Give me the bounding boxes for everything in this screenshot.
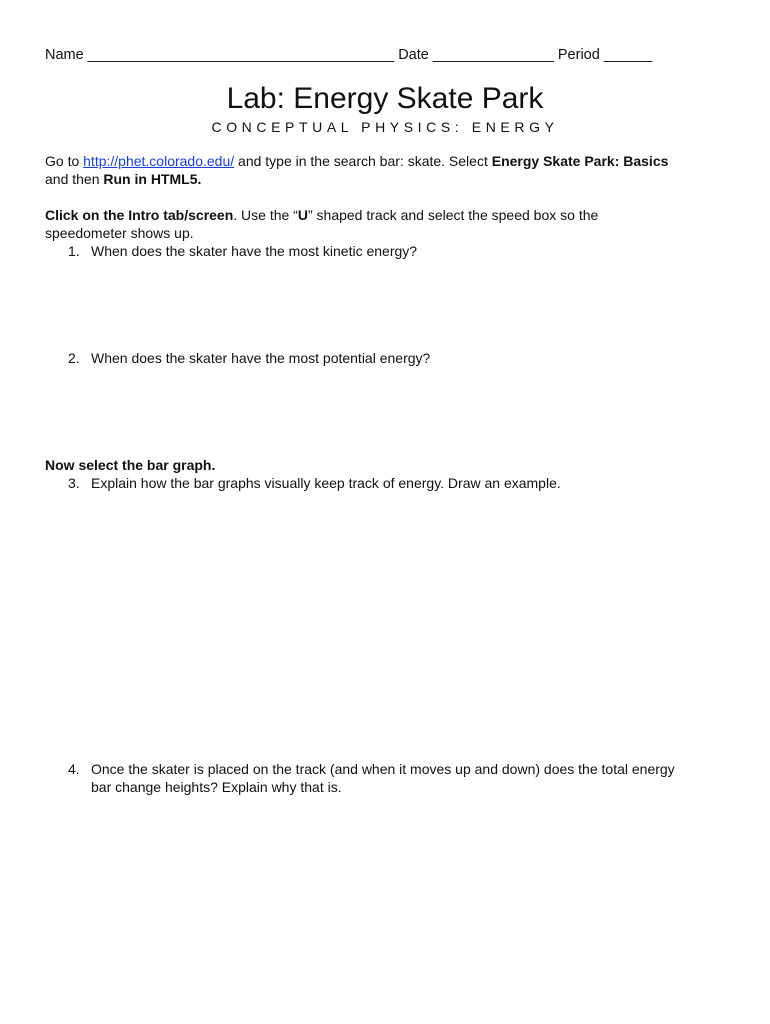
student-info-header <box>45 46 652 64</box>
question-4-text-continued: bar change heights? Explain why that is. <box>91 779 342 795</box>
date-blank[interactable]: _______________ <box>432 47 554 63</box>
name-blank[interactable]: ______________________________________ <box>87 47 395 63</box>
page-title: Lab: Energy Skate Park <box>226 82 544 115</box>
period-label: Period <box>557 47 600 63</box>
question-number: 1. <box>68 243 80 259</box>
section1-line-1 <box>45 206 598 224</box>
section1-text: . Use the “ <box>233 207 298 223</box>
question-4-text: Once the skater is placed on the track (and when it moves up and down) does the total energy <box>91 761 675 777</box>
section1-text: speedometer shows up. <box>45 225 194 241</box>
question-2-text: When does the skater have the most potential energy? <box>91 350 431 366</box>
intro-bold-sim-name: Energy Skate Park: Basics <box>491 153 669 169</box>
question-3-text: Explain how the bar graphs visually keep track of energy. Draw an example. <box>91 475 561 491</box>
section1-heading: Click on the Intro tab/screen <box>45 207 234 223</box>
phet-link[interactable]: http://phet.colorado.edu/ <box>83 153 235 169</box>
period-blank[interactable]: ______ <box>603 47 653 63</box>
section1-line-2 <box>45 224 194 242</box>
intro-bold-run: Run in HTML5. <box>103 171 202 187</box>
intro-text: and type in the search bar: skate. Select <box>234 153 492 169</box>
section1-bold-u: U <box>297 207 308 223</box>
intro-text: and then <box>45 171 104 187</box>
section2-heading: Now select the bar graph. <box>45 457 216 473</box>
intro-text: Go to <box>45 153 84 169</box>
date-label: Date <box>398 47 429 63</box>
question-number: 2. <box>68 350 80 366</box>
section1-text: ” shaped track and select the speed box so the <box>307 207 599 223</box>
page-subtitle: CONCEPTUAL PHYSICS: ENERGY <box>211 119 559 135</box>
intro-line-2 <box>45 170 201 188</box>
question-number: 3. <box>68 475 80 491</box>
question-number: 4. <box>68 761 80 777</box>
name-label: Name <box>45 47 84 63</box>
question-1-text: When does the skater have the most kinetic energy? <box>91 243 418 259</box>
intro-line-1 <box>45 152 668 170</box>
section2-line <box>45 456 215 474</box>
